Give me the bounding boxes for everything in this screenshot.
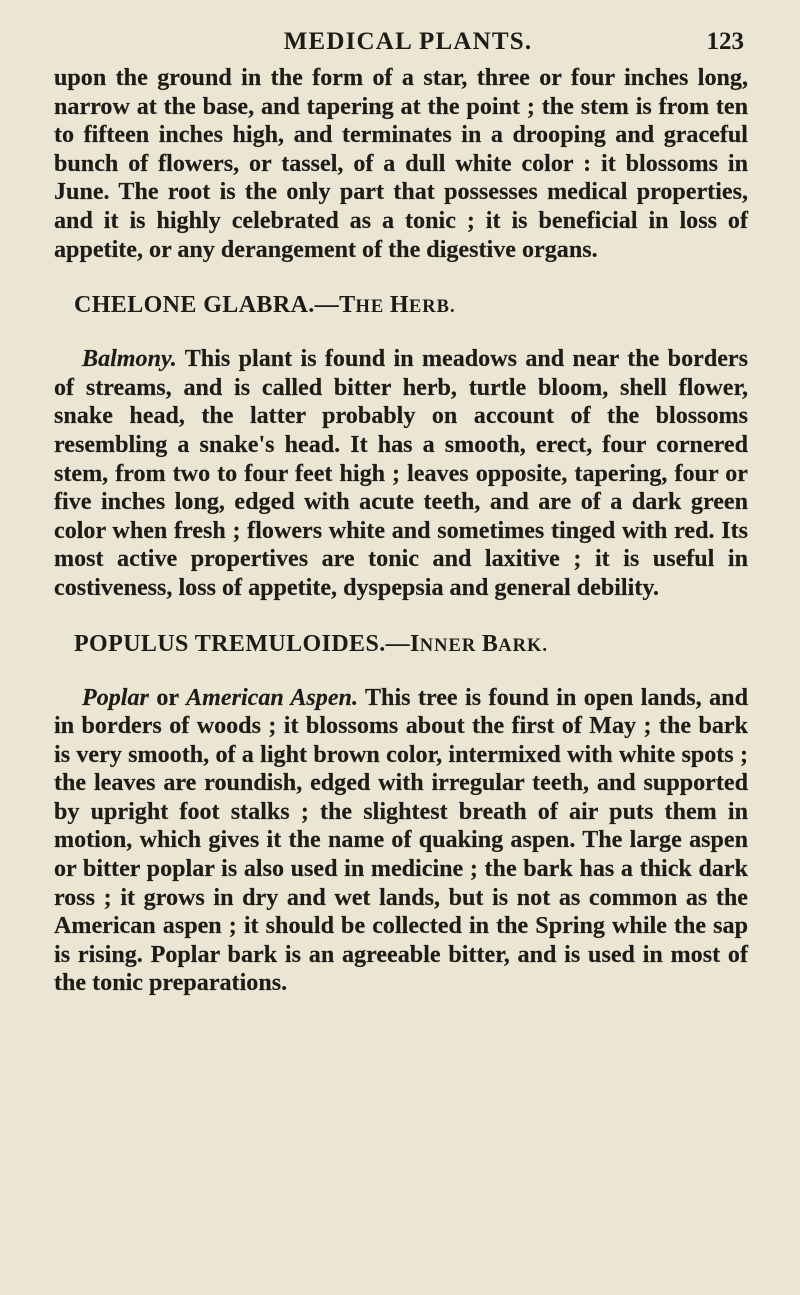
section-heading-populus — [54, 630, 748, 660]
plant-name: American Aspen. — [186, 684, 358, 711]
heading-subtitle-cap: T — [339, 292, 356, 319]
heading-subtitle: HE — [355, 297, 390, 318]
paragraph-balmony — [54, 345, 748, 602]
plant-name: Balmony. — [82, 346, 177, 373]
page-number: 123 — [706, 28, 744, 55]
heading-subtitle-cap: B — [481, 630, 499, 657]
heading-dash: — — [385, 630, 411, 657]
body-text — [54, 64, 748, 998]
paragraph-text: This tree is found in open lands, and in borders of woods ; it blossoms about the first of May ; the bark is very smooth, of a light brown color, intermixed with white spots ; the leaves are roundish, edged with irregular teeth, and supported by upright foot stalks ; the slightest breath of air puts them in motion, which gives it the name of quaking aspen. The large aspen or bitter poplar is also used in medicine ; the bark has a thick dark ross ; it grows in dry and wet lands, but is not as common as the American aspen ; it should be collected in the Spring while the sap is rising. Poplar bark is an agreeable bitter, and is used in most of the tonic preparations. — [54, 684, 748, 997]
paragraph-continuation: upon the ground in the form of a star, three or four inches long, narrow at the base, and tapering at the point ; the stem is from ten to fifteen inches high, and terminates in a drooping and graceful bunch of flowers, or tassel, of a dull white color : it blossoms in June. The root is the only part that possesses medical properties, and it is highly celebrated as a tonic ; it is beneficial in loss of appetite, or any derangement of the digestive organs. — [54, 65, 748, 263]
heading-subtitle-cap: I — [410, 630, 420, 657]
heading-subtitle: ARK. — [498, 635, 548, 656]
page-header — [54, 24, 748, 58]
heading-subtitle-cap: H — [389, 292, 409, 319]
section-heading-chelone — [54, 291, 748, 321]
heading-subtitle: NNER — [419, 635, 482, 656]
heading-subtitle: ERB. — [408, 297, 456, 318]
heading-title: CHELONE GLABRA. — [74, 292, 315, 319]
heading-title: POPULUS TREMULOIDES. — [74, 630, 386, 657]
connector-text: or — [148, 684, 187, 711]
running-head: MEDICAL PLANTS. — [283, 28, 533, 55]
plant-name: Poplar — [82, 684, 149, 711]
paragraph-poplar — [54, 684, 748, 999]
paragraph-text: This plant is found in meadows and near the borders of streams, and is called bitter herb, turtle bloom, shell flower, snake head, the latter probably on account of the blossoms resembling a snake's head. It has a smooth, erect, four cornered stem, from two to four feet high ; leaves opposite, tapering, four or five inches long, edged with acute teeth, and are of a dark green color when fresh ; flowers white and sometimes tinged with red. Its most active propertives are tonic and laxitive ; it is useful in costiveness, loss of appetite, dyspepsia and general debility. — [54, 346, 748, 601]
heading-dash: — — [314, 292, 340, 319]
